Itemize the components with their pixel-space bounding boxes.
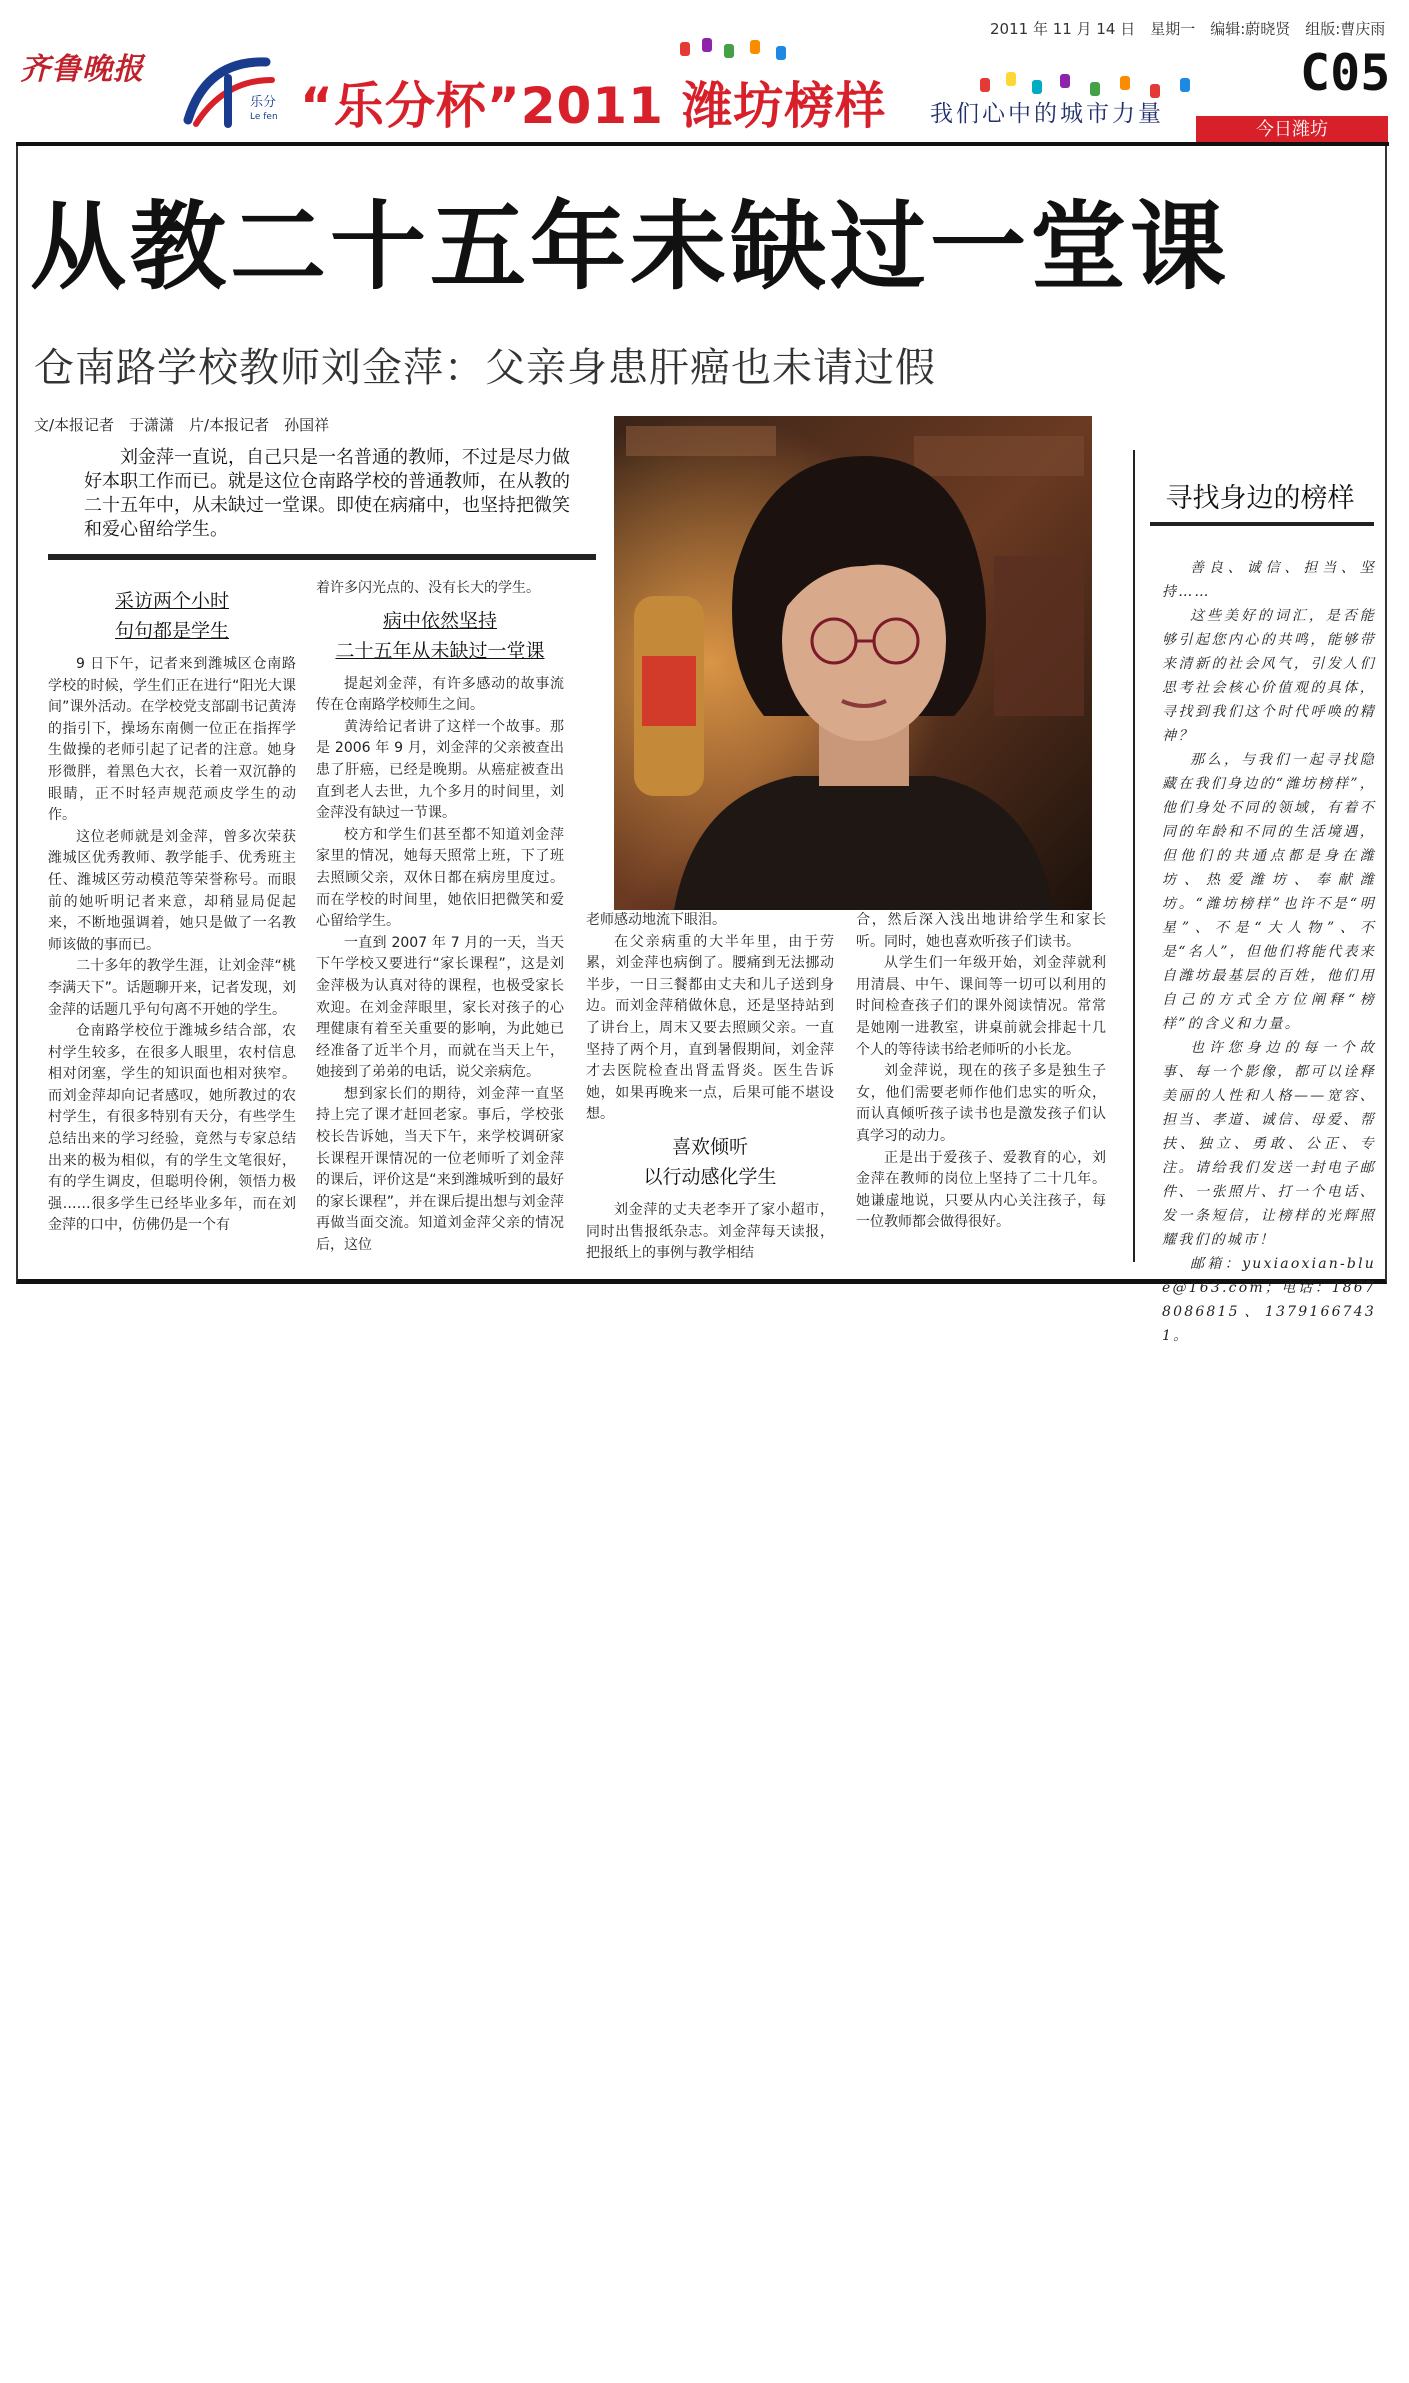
col4-paragraph: 合，然后深入浅出地讲给学生和家长听。同时，她也喜欢听孩子们读书。 bbox=[856, 912, 1106, 950]
col1-paragraph: 这位老师就是刘金萍，曾多次荣获潍城区优秀教师、教学能手、优秀班主任、潍城区劳动模范等荣誉称号。而眼前的她听明记者来意，却稍显局促起来，不断地强调着，她只是做了一名教师该做的事而已。 bbox=[48, 828, 296, 953]
sidebar-text bbox=[1162, 556, 1376, 1348]
col1-paragraph: 仓南路学校位于潍城乡结合部，农村学生较多，在很多人眼里，农村信息相对闭塞，学生的知识面也相对狭窄。而刘金萍却向记者感叹，她所教过的农村学生，有很多特别有天分，有些学生总结出来的学习经验，竟然与专家总结出来的极为相似，有的学生文笔很好，有的学生调皮，但聪明伶俐，领悟力极强……很多学生已经毕业多年，而在刘金萍的口中，仿佛仍是一个有 bbox=[48, 1023, 296, 1234]
article-headline: 从教二十五年未缺过一堂课 bbox=[30, 191, 1230, 303]
article-subheadline: 仓南路学校教师刘金萍：父亲身患肝癌也未请过假 bbox=[34, 345, 936, 391]
article-column-3 bbox=[586, 910, 834, 1265]
col3-heading: 喜欢倾听 以行动感化学生 bbox=[643, 1135, 777, 1188]
sidebar-contact: 邮箱：yuxiaoxian-blue@163.com；电话：18678086815、13791667431。 bbox=[1162, 1256, 1376, 1344]
col2-paragraph: 黄涛给记者讲了这样一个故事。那是 2006 年 9 月，刘金萍的父亲被查出患了肝癌，已经是晚期。从癌症被查出直到老人去世，九个多月的时间里，刘金萍没有缺过一节课。 bbox=[316, 718, 564, 822]
col3-paragraph: 在父亲病重的大半年里，由于劳累，刘金萍也病倒了。腰痛到无法挪动半步，一日三餐都由丈夫和儿子送到身边。而刘金萍稍做休息，还是坚持站到了讲台上，周末又要去照顾父亲。一直坚持了两个月，直到暑假期间，刘金萍才去医院检查出肾盂肾炎。医生告诉她，如果再晚来一点，后果可能不堪设想。 bbox=[586, 933, 834, 1123]
col3-paragraph: 刘金萍的丈夫老李开了家小超市，同时出售报纸杂志。刘金萍每天读报，把报纸上的事例与教学相结 bbox=[586, 1201, 834, 1262]
sidebar-divider bbox=[1133, 450, 1135, 1262]
col4-paragraph: 正是出于爱孩子、爱教育的心，刘金萍在教师的岗位上坚持了二十几年。她谦虚地说，只要从内心关注孩子，每一位教师都会做得很好。 bbox=[856, 1149, 1106, 1231]
col4-paragraph: 刘金萍说，现在的孩子多是独生子女，他们需要老师作他们忠实的听众，而认真倾听孩子读书也是激发孩子们认真学习的动力。 bbox=[856, 1063, 1106, 1144]
sidebar-paragraph: 这些美好的词汇，是否能够引起您内心的共鸣，能够带来清新的社会风气，引发人们思考社会核心价值观的具体，寻找到我们这个时代呼唤的精神？ bbox=[1162, 608, 1376, 744]
col1-paragraph: 二十多年的教学生涯，让刘金萍“桃李满天下”。话题聊开来，记者发现，刘金萍的话题几乎句句离不开她的学生。 bbox=[48, 958, 296, 1018]
lead-rule bbox=[48, 554, 596, 560]
article-column-4 bbox=[856, 910, 1106, 1234]
sidebar-paragraph: 善良、诚信、担当、坚持…… bbox=[1162, 560, 1376, 600]
page-number: C05 bbox=[1300, 44, 1391, 102]
sidebar-paragraph: 也许您身边的每一个故事、每一个影像，都可以诠释美丽的人性和人格——宽容、担当、孝道、诚信、母爱、帮扶、独立、勇敢、公正、专注。请给我们发送一封电子邮件、一张照片、打一个电话、发一条短信，让榜样的光辉照耀我们的城市！ bbox=[1162, 1040, 1376, 1248]
campaign-banner-title: “乐分杯”2011 潍坊榜样 bbox=[300, 77, 887, 135]
col2-paragraph: 校方和学生们甚至都不知道刘金萍家里的情况，她每天照常上班，下了班去照顾父亲，双休日都在病房里度过。而在学校的时间里，她依旧把微笑和爱心留给学生。 bbox=[316, 826, 564, 930]
teacher-portrait-photo bbox=[614, 416, 1092, 910]
col2-paragraph: 着许多闪光点的、没有长大的学生。 bbox=[316, 580, 540, 596]
article-lead: 刘金萍一直说，自己只是一名普通的教师，不过是尽力做好本职工作而已。就是这位仓南路学校的普通教师，在从教的二十五年中，从未缺过一堂课。即使在病痛中，也坚持把微笑和爱心留给学生。 bbox=[84, 447, 570, 540]
col3-paragraph: 老师感动地流下眼泪。 bbox=[586, 912, 726, 928]
sidebar-title: 寻找身边的榜样 bbox=[1165, 483, 1355, 514]
sidebar-paragraph: 那么，与我们一起寻找隐藏在我们身边的“潍坊榜样”，他们身处不同的领域，有着不同的年龄和不同的生活境遇，但他们的共通点都是身在潍坊、热爱潍坊、奉献潍坊。“潍坊榜样”也许不是“明星”、不是“大人物”、不是“名人”，但他们将能代表来自潍坊最基层的百姓，他们用自己的方式全方位阐释“榜样”的含义和力量。 bbox=[1162, 752, 1376, 1032]
col2-paragraph: 提起刘金萍，有许多感动的故事流传在仓南路学校师生之间。 bbox=[316, 675, 564, 714]
sidebar-title-rule bbox=[1150, 522, 1374, 526]
col2-paragraph: 一直到 2007 年 7 月的一天，当天下午学校又要进行“家长课程”，这是刘金萍极为认真对待的课程，也极受家长欢迎。在刘金萍眼里，家长对孩子的心理健康有着至关重要的影响，为此她已经准备了近半个月，而就在当天上午，她接到了弟弟的电话，说父亲病危。 bbox=[316, 934, 564, 1081]
section-tag: 今日潍坊 bbox=[1196, 116, 1388, 144]
col2-paragraph: 想到家长们的期待，刘金萍一直坚持上完了课才赶回老家。事后，学校张校长告诉她，当天下午，来学校调研家长课程开课情况的一位老师听了刘金萍的课后，评价这是“来到潍城听到的最好的家长课程”，并在课后提出想与刘金萍再做当面交流。知道刘金萍父亲的情况后，这位 bbox=[316, 1085, 564, 1254]
campaign-banner-subtitle: 我们心中的城市力量 bbox=[930, 101, 1164, 127]
article-column-2 bbox=[316, 578, 564, 1257]
logo-label: 乐分 Le fen bbox=[250, 95, 278, 122]
newspaper-brand: 齐鲁晚报 bbox=[20, 52, 144, 87]
article-column-1 bbox=[48, 580, 296, 1237]
col2-heading: 病中依然坚持 二十五年从未缺过一堂课 bbox=[335, 609, 545, 662]
col4-paragraph: 从学生们一年级开始，刘金萍就利用清晨、中午、课间等一切可以利用的时间检查孩子们的课外阅读情况。常常是她刚一进教室，讲桌前就会排起十几个人的等待读书给老师听的小长龙。 bbox=[856, 955, 1106, 1058]
issue-meta: 2011 年 11 月 14 日 星期一 编辑:蔚晓贤 组版:曹庆雨 bbox=[990, 20, 1386, 38]
col1-heading: 采访两个小时 句句都是学生 bbox=[114, 590, 229, 642]
col1-paragraph: 9 日下午，记者来到潍城区仓南路学校的时候，学生们正在进行“阳光大课间”课外活动。在学校党支部副书记黄涛的指引下，操场东南侧一位正在指挥学生做操的老师引起了记者的注意。她身形微胖，着黑色大衣，长着一双沉静的眼睛，正不时轻声规范顽皮学生的动作。 bbox=[48, 656, 296, 824]
article-byline: 文/本报记者 于潇潇 片/本报记者 孙国祥 bbox=[34, 416, 330, 434]
